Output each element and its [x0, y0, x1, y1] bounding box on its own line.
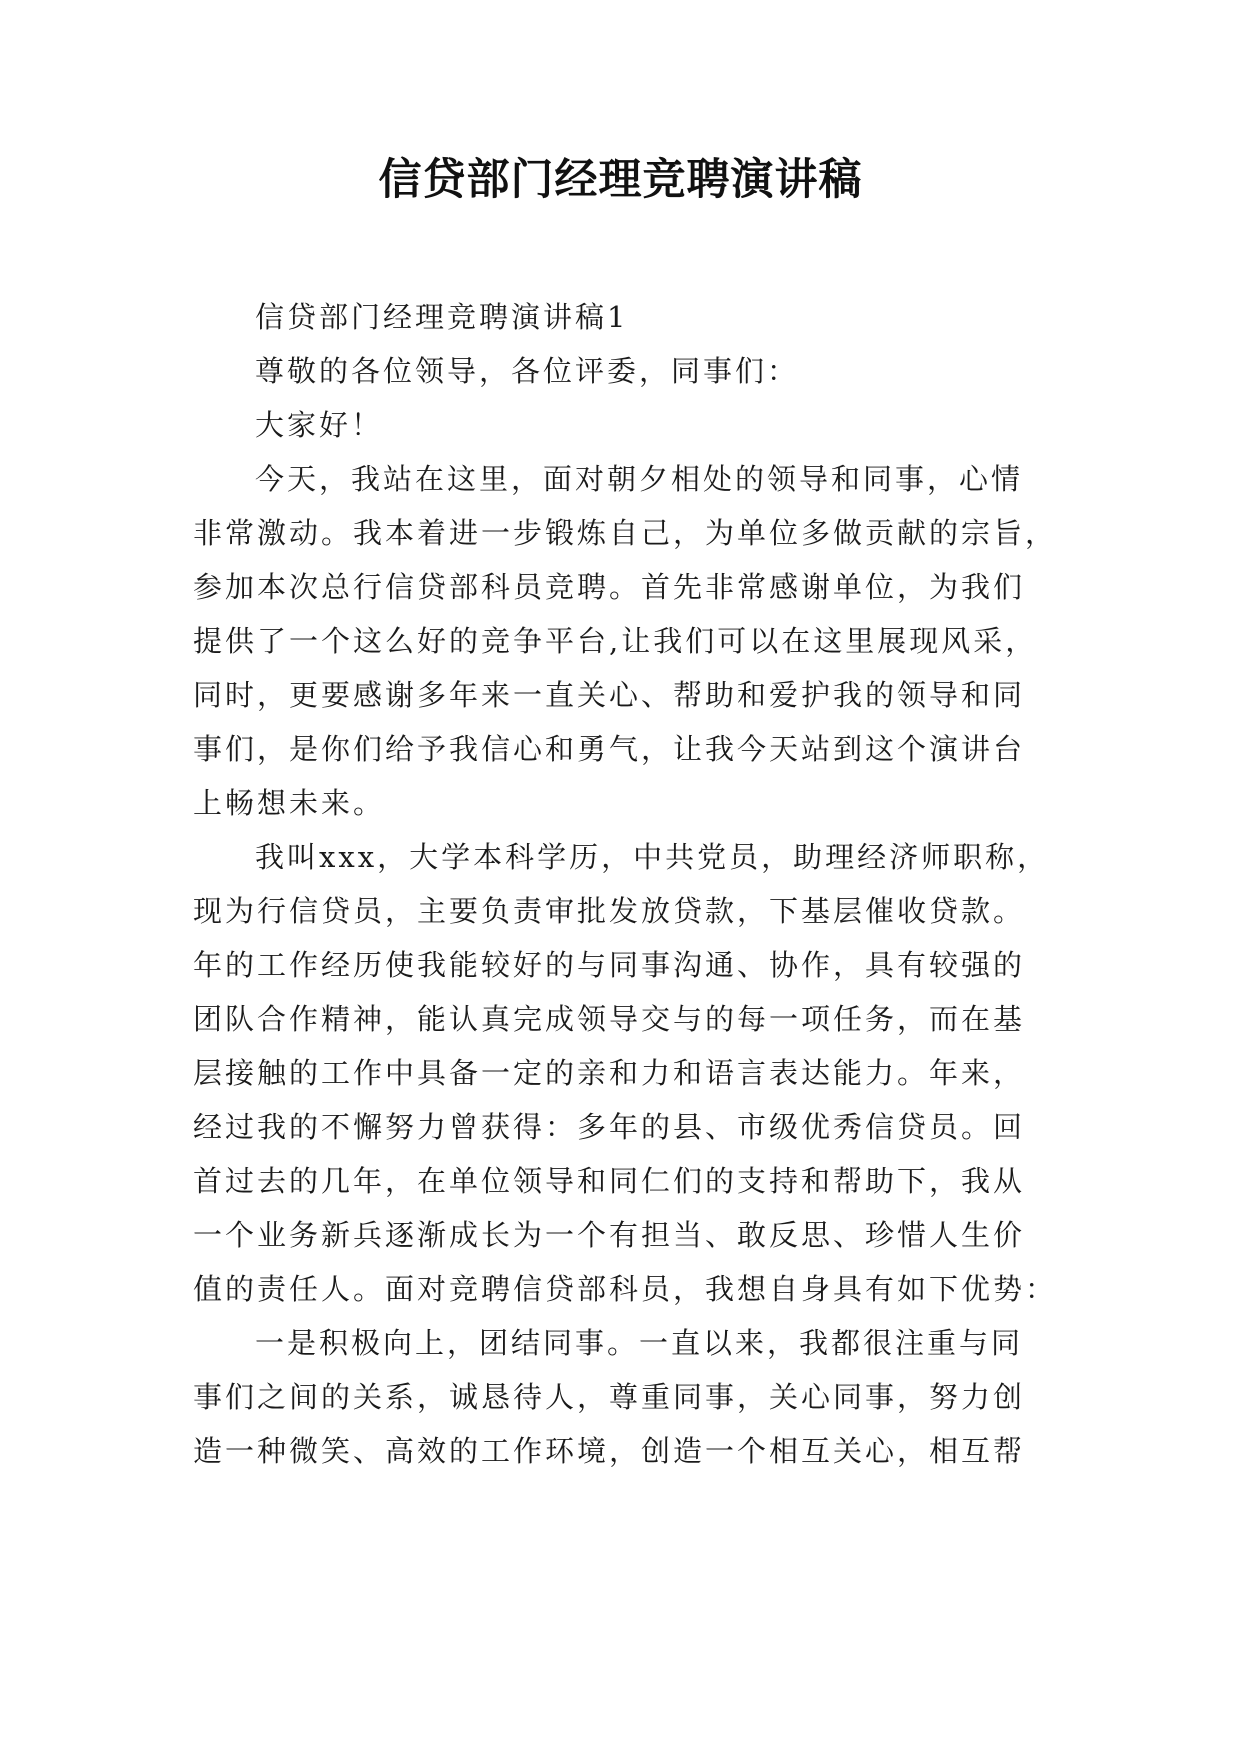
text-line: 现为行信贷员，主要负责审批发放贷款，下基层催收贷款。: [193, 894, 1026, 928]
document-body: [193, 290, 1073, 1478]
text-line: 层接触的工作中具备一定的亲和力和语言表达能力。年来，: [193, 1056, 1026, 1090]
text-line: 非常激动。我本着进一步锻炼自己，为单位多做贡献的宗旨，: [193, 516, 1058, 550]
paragraph-intro: [193, 452, 1073, 830]
text-line: 事们之间的关系，诚恳待人，尊重同事，关心同事，努力创: [193, 1380, 1026, 1414]
text-line: 事们，是你们给予我信心和勇气，让我今天站到这个演讲台: [193, 732, 1026, 766]
text-line: 同时，更要感谢多年来一直关心、帮助和爱护我的领导和同: [193, 678, 1026, 712]
paragraph-background: [193, 830, 1073, 1316]
text-line: 尊敬的各位领导，各位评委，同事们：: [255, 354, 800, 388]
paragraph-greeting: [193, 398, 1073, 452]
text-line: 我叫xxx，大学本科学历，中共党员，助理经济师职称，: [255, 840, 1050, 874]
text-line: 上畅想未来。: [193, 786, 386, 820]
text-line: 一是积极向上，团结同事。一直以来，我都很注重与同: [255, 1326, 1024, 1360]
text-line: 参加本次总行信贷部科员竞聘。首先非常感谢单位，为我们: [193, 570, 1026, 604]
text-line: 大家好！: [255, 408, 384, 442]
document-title: 信贷部门经理竞聘演讲稿: [378, 155, 863, 205]
text-line: 造一种微笑、高效的工作环境，创造一个相互关心，相互帮: [193, 1434, 1026, 1468]
paragraph-salutation: [193, 344, 1073, 398]
text-line: 今天，我站在这里，面对朝夕相处的领导和同事，心情: [255, 462, 1024, 496]
text-line: 值的责任人。面对竞聘信贷部科员，我想自身具有如下优势：: [193, 1272, 1058, 1306]
text-line: 团队合作精神，能认真完成领导交与的每一项任务，而在基: [193, 1002, 1026, 1036]
text-line: 一个业务新兵逐渐成长为一个有担当、敢反思、珍惜人生价: [193, 1218, 1026, 1252]
paragraph-advantage-one: [193, 1316, 1073, 1478]
text-line: 首过去的几年，在单位领导和同仁们的支持和帮助下，我从: [193, 1164, 1026, 1198]
text-line: 信贷部门经理竞聘演讲稿1: [255, 300, 629, 334]
text-line: 经过我的不懈努力曾获得：多年的县、市级优秀信贷员。回: [193, 1110, 1026, 1144]
text-line: 提供了一个这么好的竞争平台,让我们可以在这里展现风采，: [193, 624, 1038, 658]
paragraph-heading: [193, 290, 1073, 344]
text-line: 年的工作经历使我能较好的与同事沟通、协作，具有较强的: [193, 948, 1026, 982]
